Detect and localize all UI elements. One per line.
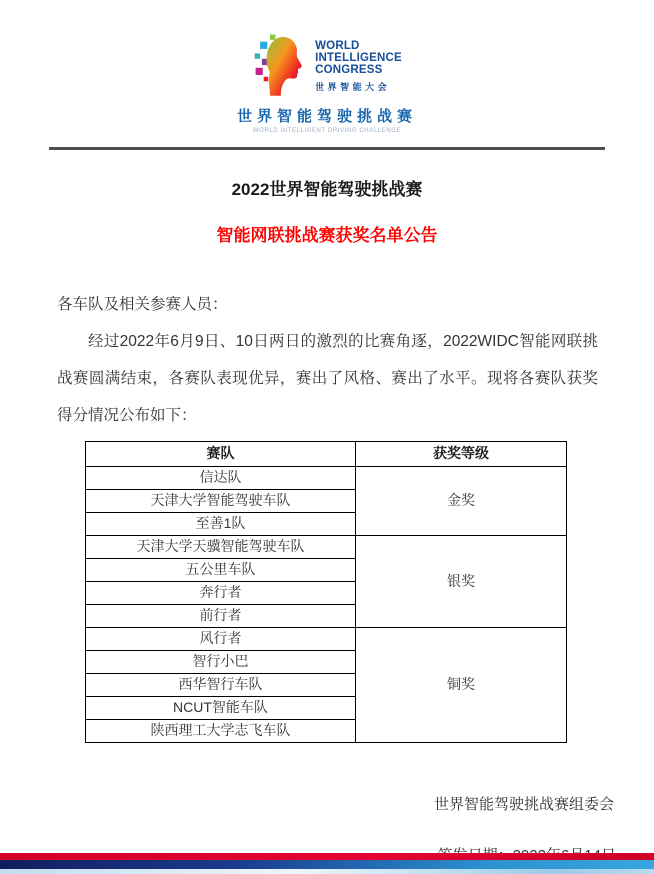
award-cell: 银奖	[356, 536, 567, 628]
team-cell: 智行小巴	[86, 651, 356, 674]
team-cell: 陕西理工大学志飞车队	[86, 720, 356, 743]
table-row	[86, 536, 567, 559]
challenge-cn-label: 世界智能驾驶挑战赛	[236, 108, 417, 125]
award-cell: 铜奖	[356, 628, 567, 743]
awards-table-body	[86, 467, 567, 743]
footer-stripes	[0, 853, 654, 874]
table-row	[86, 467, 567, 490]
congress-head-logo-icon	[252, 34, 306, 98]
congress-wordmark	[315, 34, 402, 93]
signature-committee: 世界智能驾驶挑战赛组委会	[433, 796, 614, 813]
team-cell: 奔行者	[86, 582, 356, 605]
page-title: 2022世界智能驾驶挑战赛	[231, 180, 423, 199]
team-cell: 五公里车队	[86, 559, 356, 582]
congress-word-3: CONGRESS	[315, 64, 383, 77]
team-cell: 信达队	[86, 467, 356, 490]
congress-cn-label: 世界智能大会	[315, 82, 391, 93]
header-divider	[49, 147, 605, 150]
footer-stripe-red	[0, 853, 654, 860]
congress-word-1: WORLD	[315, 40, 360, 52]
award-cell: 金奖	[356, 467, 567, 536]
challenge-en-label: WORLD INTELLIGENT DRIVING CHALLENGE	[252, 128, 402, 134]
body-text	[57, 286, 598, 434]
salutation: 各车队及相关参赛人员：	[57, 296, 228, 313]
footer-stripe-blue	[0, 860, 654, 869]
team-cell: 天津大学天骥智能驾驶车队	[86, 536, 356, 559]
team-cell: 前行者	[86, 605, 356, 628]
page-subtitle: 智能网联挑战赛获奖名单公告	[216, 226, 438, 245]
team-cell: 至善1队	[86, 513, 356, 536]
team-cell: 风行者	[86, 628, 356, 651]
team-cell: NCUT智能车队	[86, 697, 356, 720]
logo-block	[0, 0, 654, 134]
announcement-paragraph: 经过2022年6月9日、10日两日的激烈的比赛角逐，2022WIDC智能网联挑战赛圆满结束，各赛队表现优异，赛出了风格、赛出了水平。现将各赛队获奖得分情况公布如下：	[57, 333, 598, 424]
team-cell: 西华智行车队	[86, 674, 356, 697]
team-column-header: 赛队	[86, 442, 356, 467]
table-row	[86, 628, 567, 651]
table-header-row	[86, 442, 567, 467]
team-cell: 天津大学智能驾驶车队	[86, 490, 356, 513]
congress-word-2: INTELLIGENCE	[315, 52, 402, 65]
awards-table	[85, 441, 567, 743]
footer-stripe-pale	[0, 869, 654, 874]
award-column-header: 获奖等级	[356, 442, 567, 467]
